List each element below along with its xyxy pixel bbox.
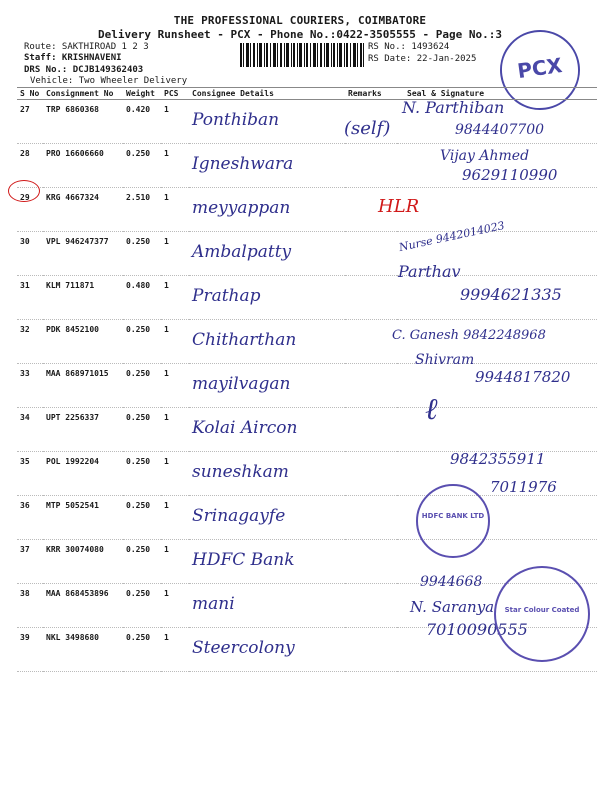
signature-row-28: Vijay Ahmed [440, 148, 530, 164]
row-consignee: suneshkam [189, 452, 345, 496]
star-seal-text: Star Colour Coated [504, 606, 580, 614]
row-weight: 0.420 [123, 100, 161, 144]
row-remarks [345, 452, 397, 496]
remark-hlr: HLR [378, 196, 420, 217]
staff-label: Staff: KRISHNAVENI [24, 53, 122, 63]
row-weight: 0.250 [123, 452, 161, 496]
col-remarks: Remarks [345, 88, 397, 100]
row-weight: 2.510 [123, 188, 161, 232]
row-consignment: POL 1992204 [43, 452, 123, 496]
table-row [17, 496, 597, 540]
runsheet-title: THE PROFESSIONAL COURIERS, COIMBATORE [173, 14, 427, 27]
table-row [17, 188, 597, 232]
col-sno: S No [17, 88, 43, 100]
row-consignee: Steercolony [189, 628, 345, 672]
row-pcs: 1 [161, 144, 189, 188]
table-header-row [17, 88, 597, 100]
row-sno: 38 [17, 584, 43, 628]
rs-number: RS No.: 1493624 [368, 42, 450, 52]
row-weight: 0.250 [123, 320, 161, 364]
row-remarks [345, 188, 397, 232]
row-weight: 0.250 [123, 144, 161, 188]
row-signature [397, 540, 597, 584]
row-signature [397, 100, 597, 144]
row-signature [397, 276, 597, 320]
row-remarks [345, 496, 397, 540]
row-signature [397, 320, 597, 364]
row-consignee: Ponthiban [189, 100, 345, 144]
signature-row-39: N. Saranya [410, 598, 495, 616]
row-remarks [345, 584, 397, 628]
rs-date: RS Date: 22-Jan-2025 [368, 54, 477, 64]
row-pcs: 1 [161, 628, 189, 672]
row-consignment: TRP 6860368 [43, 100, 123, 144]
row-consignee: mani [189, 584, 345, 628]
row-consignee: Ambalpatty [189, 232, 345, 276]
row-weight: 0.480 [123, 276, 161, 320]
row-consignment: UPT 2256337 [43, 408, 123, 452]
row-weight: 0.250 [123, 364, 161, 408]
col-seal-signature: Seal & Signature [397, 88, 597, 100]
col-weight: Weight [123, 88, 161, 100]
signature-row-32: C. Ganesh 9842248968 [392, 328, 546, 343]
row-signature [397, 584, 597, 628]
row-consignment: MAA 868971015 [43, 364, 123, 408]
phone-row-38: 9944668 [420, 574, 483, 590]
signature-row-34: ℓ [425, 392, 438, 427]
barcode-image [240, 43, 364, 67]
phone-row-31: 9994621335 [460, 285, 562, 304]
row-consignment: VPL 946247377 [43, 232, 123, 276]
row-weight: 0.250 [123, 628, 161, 672]
table-row [17, 452, 597, 496]
row-consignee: HDFC Bank [189, 540, 345, 584]
table-row [17, 364, 597, 408]
hdfc-seal-text: HDFC BANK LTD [421, 512, 485, 520]
row-sno: 31 [17, 276, 43, 320]
runsheet-subtitle: Delivery Runsheet - PCX - Phone No.:0422-3505555 - Page No.:3 [98, 28, 502, 41]
row-29-circle-mark [8, 180, 40, 202]
row-pcs: 1 [161, 496, 189, 540]
row-weight: 0.250 [123, 584, 161, 628]
row-pcs: 1 [161, 540, 189, 584]
table-row [17, 144, 597, 188]
phone-row-28: 9629110990 [462, 166, 558, 184]
vehicle-label: Vehicle: Two Wheeler Delivery [30, 76, 188, 86]
row-pcs: 1 [161, 408, 189, 452]
drs-label: DRS No.: DCJB149362403 [24, 65, 144, 75]
phone-row-33: 9944817820 [475, 368, 571, 386]
row-sno: 27 [17, 100, 43, 144]
table-row [17, 232, 597, 276]
row-pcs: 1 [161, 276, 189, 320]
row-remarks [345, 628, 397, 672]
row-pcs: 1 [161, 232, 189, 276]
row-sno: 35 [17, 452, 43, 496]
row-consignee: Igneshwara [189, 144, 345, 188]
row-signature [397, 496, 597, 540]
row-pcs: 1 [161, 100, 189, 144]
row-remarks [345, 276, 397, 320]
row-pcs: 1 [161, 584, 189, 628]
phone-row-36: 7011976 [490, 478, 557, 496]
row-consignment: NKL 3498680 [43, 628, 123, 672]
row-sno: 36 [17, 496, 43, 540]
row-consignee: Srinagayfe [189, 496, 345, 540]
row-sno: 34 [17, 408, 43, 452]
col-consignee: Consignee Details [189, 88, 345, 100]
row-remarks [345, 320, 397, 364]
row-remarks [345, 364, 397, 408]
row-sno: 30 [17, 232, 43, 276]
col-consignment: Consignment No [43, 88, 123, 100]
row-signature [397, 144, 597, 188]
row-remarks [345, 540, 397, 584]
table-row [17, 540, 597, 584]
signature-row-33: Shivram [415, 352, 475, 368]
row-pcs: 1 [161, 452, 189, 496]
phone-row-39: 7010090555 [426, 620, 528, 639]
row-signature [397, 628, 597, 672]
row-remarks [345, 144, 397, 188]
table-row [17, 320, 597, 364]
row-pcs: 1 [161, 188, 189, 232]
row-pcs: 1 [161, 364, 189, 408]
row-signature [397, 188, 597, 232]
signature-row-30: Nurse 9442014023 [397, 218, 506, 255]
row-consignment: PRO 16606660 [43, 144, 123, 188]
row-consignee: Kolai Aircon [189, 408, 345, 452]
row-consignee: meyyappan [189, 188, 345, 232]
phone-row-35: 9842355911 [450, 450, 546, 468]
col-pcs: PCS [161, 88, 189, 100]
table-row [17, 584, 597, 628]
row-remarks [345, 100, 397, 144]
row-consignee: Prathap [189, 276, 345, 320]
row-consignee: Chitharthan [189, 320, 345, 364]
row-consignment: PDK 8452100 [43, 320, 123, 364]
table-row [17, 408, 597, 452]
row-weight: 0.250 [123, 496, 161, 540]
row-consignee: mayilvagan [189, 364, 345, 408]
row-sno: 39 [17, 628, 43, 672]
row-sno: 32 [17, 320, 43, 364]
signature-row-27: N. Parthiban [402, 98, 505, 117]
row-signature [397, 452, 597, 496]
signature-row-31: Parthav [398, 262, 461, 281]
remark-self: (self) [344, 118, 391, 139]
row-weight: 0.250 [123, 540, 161, 584]
row-consignment: KRG 4667324 [43, 188, 123, 232]
row-weight: 0.250 [123, 232, 161, 276]
row-consignment: MTP 5052541 [43, 496, 123, 540]
runsheet-table [17, 87, 597, 672]
row-sno: 28 [17, 144, 43, 188]
row-weight: 0.250 [123, 408, 161, 452]
row-remarks [345, 408, 397, 452]
pcx-stamp-text: PCX [515, 53, 564, 84]
row-consignment: MAA 868453896 [43, 584, 123, 628]
table-row [17, 100, 597, 144]
phone-row-27: 9844407700 [455, 122, 545, 138]
row-consignment: KRR 30074080 [43, 540, 123, 584]
row-sno: 37 [17, 540, 43, 584]
row-signature [397, 408, 597, 452]
row-pcs: 1 [161, 320, 189, 364]
row-consignment: KLM 711871 [43, 276, 123, 320]
table-row [17, 628, 597, 672]
row-sno: 29 [17, 188, 43, 232]
row-remarks [345, 232, 397, 276]
route-label: Route: SAKTHIROAD 1 2 3 [24, 42, 149, 52]
row-signature [397, 364, 597, 408]
row-sno: 33 [17, 364, 43, 408]
row-signature [397, 232, 597, 276]
table-row [17, 276, 597, 320]
